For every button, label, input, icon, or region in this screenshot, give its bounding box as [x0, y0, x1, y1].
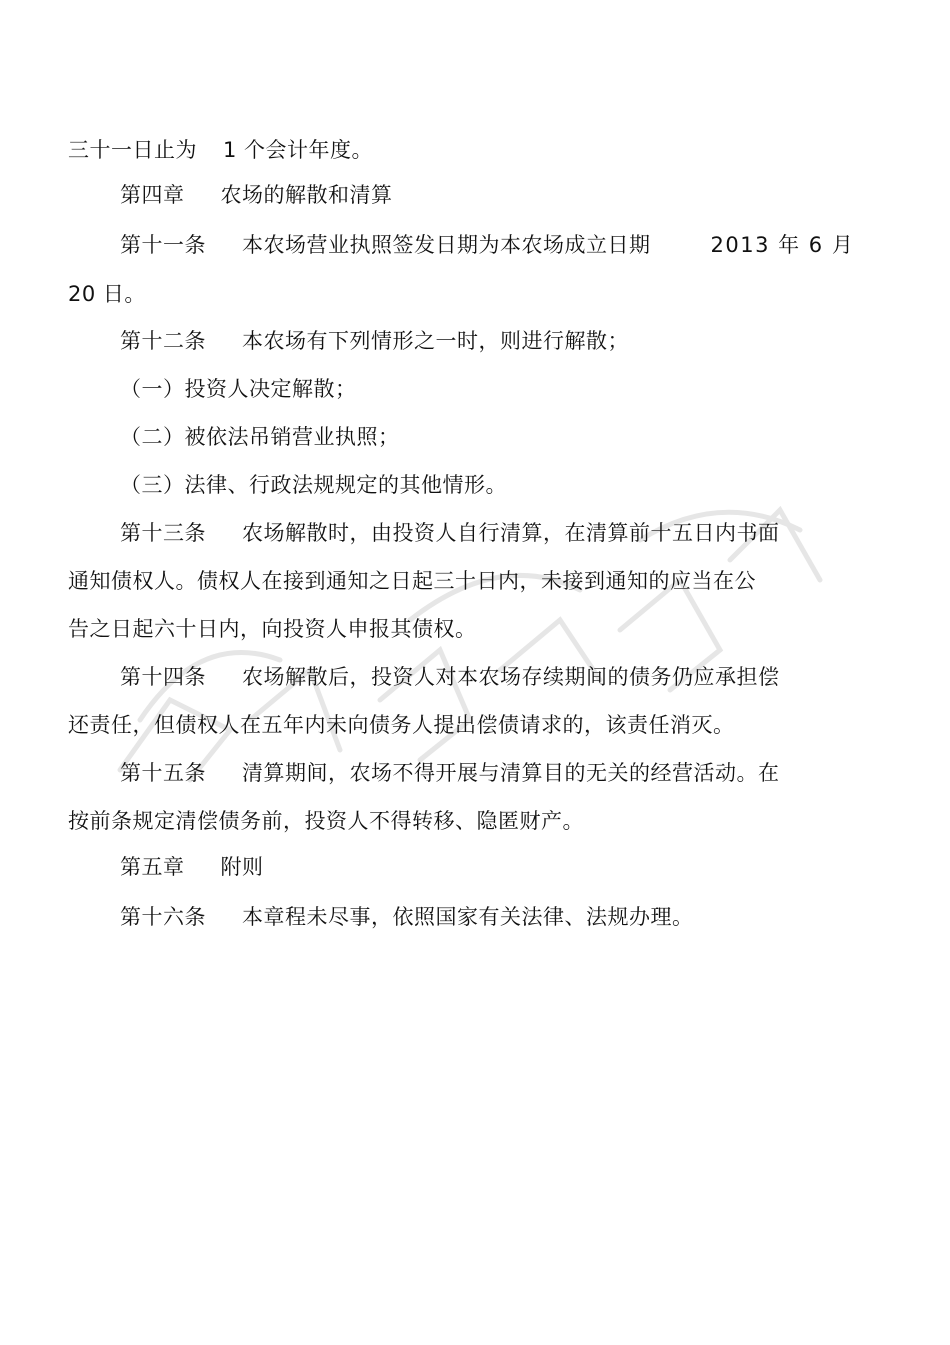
article-15-text: 清算期间，农场不得开展与清算目的无关的经营活动。在	[242, 761, 780, 785]
article-11-line-1	[120, 232, 854, 258]
chapter-5-label: 第五章	[120, 855, 185, 879]
chapter-4-title: 农场的解散和清算	[220, 183, 393, 207]
article-13-text-2: 通知债权人。债权人在接到通知之日起三十日内，未接到通知的应当在公	[68, 569, 756, 593]
article-11-text: 本农场营业执照签发日期为本农场成立日期	[242, 233, 651, 257]
article-12-item-1-text: （一）投资人决定解散；	[120, 377, 357, 401]
article-12-text: 本农场有下列情形之一时，则进行解散；	[242, 329, 629, 353]
article-12-item-3-text: （三）法律、行政法规规定的其他情形。	[120, 473, 507, 497]
article-13-line-2	[68, 568, 756, 594]
chapter-5-title: 附则	[220, 855, 264, 879]
article-16-line-1	[120, 904, 694, 930]
line-1	[68, 137, 373, 163]
article-13-line-3	[68, 616, 477, 642]
chapter-4-label: 第四章	[120, 183, 185, 207]
article-14-text: 农场解散后，投资人对本农场存续期间的债务仍应承担偿	[242, 665, 780, 689]
article-13-line-1	[120, 520, 780, 546]
article-11-label: 第十一条	[120, 233, 206, 257]
article-13-text: 农场解散时，由投资人自行清算，在清算前十五日内书面	[242, 521, 780, 545]
article-12-item-3	[120, 472, 507, 498]
article-12-item-2	[120, 424, 400, 450]
chapter-5-heading	[120, 854, 264, 880]
article-14-line-2	[68, 712, 735, 738]
article-14-text-2: 还责任，但债权人在五年内未向债务人提出偿债请求的，该责任消灭。	[68, 713, 735, 737]
article-12-line-1	[120, 328, 629, 354]
line-1-part-1: 三十一日止为	[68, 138, 197, 162]
article-11-date-end: 20 日。	[68, 282, 146, 306]
article-15-text-2: 按前条规定清偿债务前，投资人不得转移、隐匿财产。	[68, 809, 584, 833]
chapter-4-heading	[120, 182, 393, 208]
article-14-line-1	[120, 664, 780, 690]
article-13-text-3: 告之日起六十日内，向投资人申报其债权。	[68, 617, 477, 641]
article-11-date: 2013 年 6 月	[710, 233, 855, 257]
article-15-label: 第十五条	[120, 761, 206, 785]
article-12-label: 第十二条	[120, 329, 206, 353]
article-15-line-1	[120, 760, 780, 786]
article-15-line-2	[68, 808, 584, 834]
line-1-part-2: 1 个会计年度。	[223, 138, 374, 162]
article-12-item-2-text: （二）被依法吊销营业执照；	[120, 425, 400, 449]
article-13-label: 第十三条	[120, 521, 206, 545]
article-11-line-2	[68, 281, 146, 307]
article-12-item-1	[120, 376, 357, 402]
article-16-text: 本章程未尽事，依照国家有关法律、法规办理。	[242, 905, 694, 929]
article-14-label: 第十四条	[120, 665, 206, 689]
article-16-label: 第十六条	[120, 905, 206, 929]
